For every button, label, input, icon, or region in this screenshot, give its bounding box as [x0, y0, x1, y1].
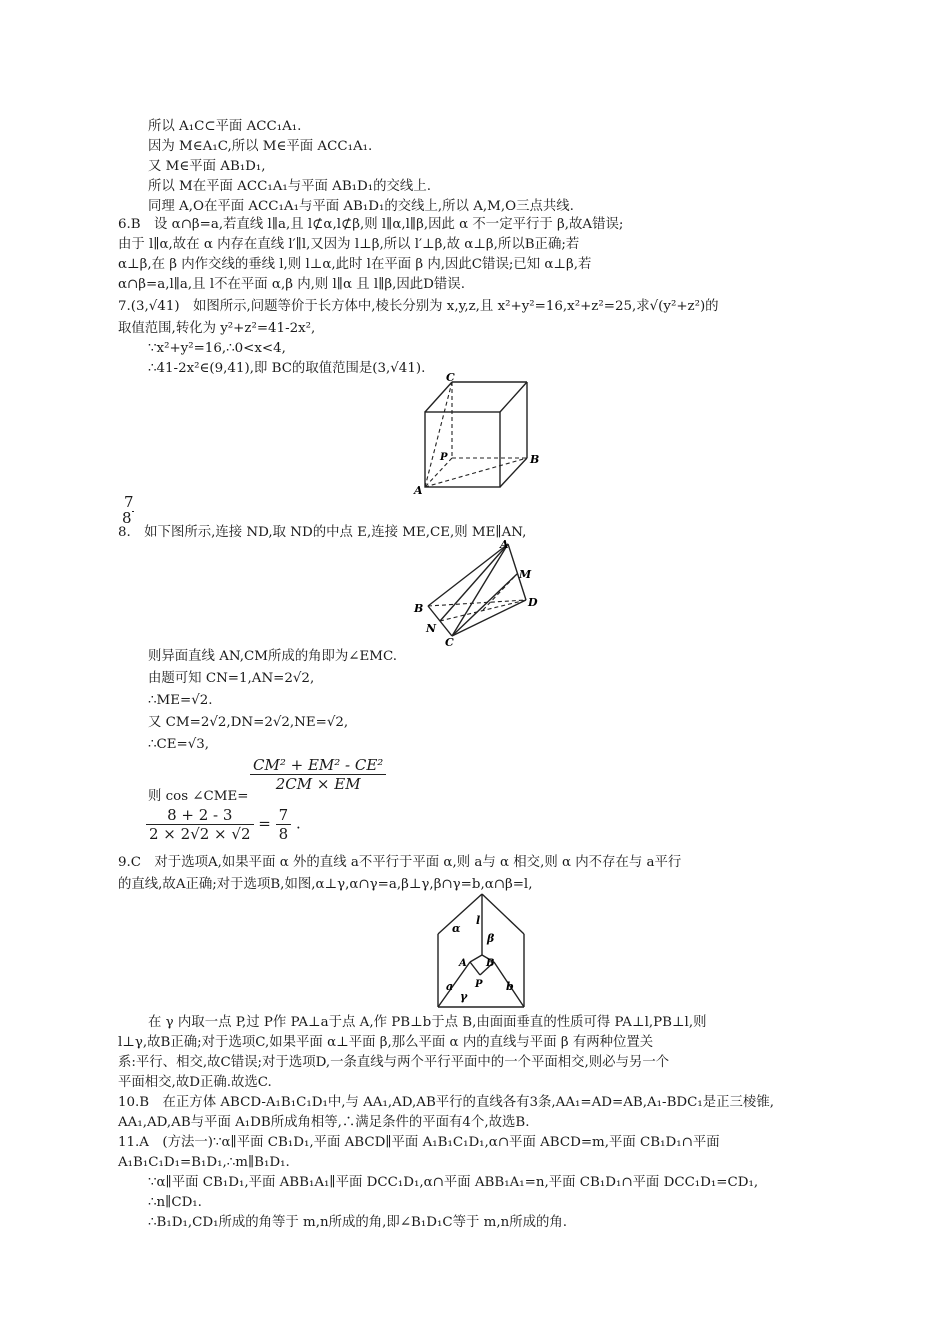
fig-label-a-line: a [446, 980, 454, 993]
text-line: 9.C 对于选项A,如果平面 α 外的直线 a不平行于平面 α,则 a与 α 相交,则 α 内不存在与 a平行 [118, 855, 682, 870]
fig-label-c: C [446, 371, 455, 384]
fig-label-p: P [475, 979, 483, 990]
text-line: 6.B 设 α∩β=a,若直线 l∥a,且 l⊄α,l⊄β,则 l∥α,l∥β,因此 α 不一定平行于 β,故A错误; [118, 217, 624, 232]
text-line: 由题可知 CN=1,AN=2√2, [148, 671, 315, 686]
text-line: 则 cos ∠CME= [148, 789, 249, 804]
tetrahedron-figure [410, 538, 550, 648]
text-line: 又 CM=2√2,DN=2√2,NE=√2, [148, 715, 349, 730]
fraction-numerator: CM² + EM² - CE² [250, 756, 386, 775]
fig-label-c: C [445, 636, 454, 648]
text-line: 取值范围,转化为 y²+z²=41-2x², [118, 321, 316, 336]
text-line: α∩β=a,l∥a,且 l不在平面 α,β 内,则 l∥α 且 l∥β,因此D错误. [118, 277, 465, 292]
fraction-numerator: 8 + 2 - 3 [146, 806, 254, 825]
fraction-denominator: 2 × 2√2 × √2 [149, 825, 251, 843]
text-line: 所以 A₁C⊂平面 ACC₁A₁. [148, 119, 302, 134]
text-line: ∴n∥CD₁. [148, 1195, 202, 1210]
planes-figure [430, 890, 530, 1012]
text-line: ∴CE=√3, [148, 737, 210, 752]
fig-label-m: M [519, 568, 532, 581]
text-line: 同理 A,O在平面 ACC₁A₁与平面 AB₁D₁的交线上,所以 A,M,O三点共线. [148, 199, 574, 214]
fig-label-p: P [440, 452, 448, 463]
text-line: 7.(3,√41) 如图所示,问题等价于长方体中,棱长分别为 x,y,z,且 x²+y²=16,x²+z²=25,求√(y²+z²)的 [118, 299, 719, 314]
text-line: α⊥β,在 β 内作交线的垂线 l,则 l⊥α,此时 l在平面 β 内,因此C错误;已知 α⊥β,若 [118, 257, 592, 272]
text-line: ∴B₁D₁,CD₁所成的角等于 m,n所成的角,即∠B₁D₁C等于 m,n所成的角. [148, 1215, 568, 1230]
fraction-denominator: 8 [278, 825, 289, 843]
text-line: l⊥γ,故B正确;对于选项C,如果平面 α⊥平面 β,那么平面 α 内的直线与平面 β 有两种位置关 [118, 1035, 654, 1050]
answer-fraction-num: 7 [124, 493, 134, 511]
text-line: 的直线,故A正确;对于选项B,如图,α⊥γ,α∩γ=a,β⊥γ,β∩γ=b,α∩β=l, [118, 877, 533, 892]
text-line: 系:平行、相交,故C错误;对于选项D,一条直线与两个平行平面中的一个平面相交,则必与另一个 [118, 1055, 670, 1070]
fig-label-b: B [530, 453, 540, 466]
text-line: 所以 M在平面 ACC₁A₁与平面 AB₁D₁的交线上. [148, 179, 431, 194]
text-line: 又 M∈平面 AB₁D₁, [148, 159, 266, 174]
fig-label-b: B [414, 602, 424, 615]
text-line: ∴41-2x²∈(9,41),即 BC的取值范围是(3,√41). [148, 361, 426, 376]
fraction-denominator: 2CM × EM [275, 775, 361, 793]
equals-sign: = [258, 814, 271, 833]
fig-label-n: N [426, 622, 437, 635]
text-line: ∴ME=√2. [148, 693, 213, 708]
text-line: 因为 M∈A₁C,所以 M∈平面 ACC₁A₁. [148, 139, 373, 154]
text-line: 11.A (方法一)∵α∥平面 CB₁D₁,平面 ABCD∥平面 A₁B₁C₁D₁,α∩平面 ABCD=m,平面 CB₁D₁∩平面 [118, 1135, 720, 1150]
text-line: AA₁,AD,AB与平面 A₁DB所成角相等,∴满足条件的平面有4个,故选B. [118, 1115, 530, 1130]
text-line: 由于 l∥α,故在 α 内存在直线 l′∥l,又因为 l⊥β,所以 l′⊥β,故 α⊥β,所以B正确;若 [118, 237, 580, 252]
fig-label-a: A [500, 538, 509, 551]
fraction-numerator: 7 [276, 806, 292, 825]
fig-label-beta: β [487, 932, 495, 945]
fig-label-a-point: A [459, 958, 467, 969]
text-line: A₁B₁C₁D₁=B₁D₁,∴m∥B₁D₁. [118, 1155, 290, 1170]
text-line: 10.B 在正方体 ABCD-A₁B₁C₁D₁中,与 AA₁,AD,AB平行的直线各有3条,AA₁=AD=AB,A₁-BDC₁是正三棱锥, [118, 1095, 774, 1110]
period: . [295, 814, 301, 833]
fig-label-gamma: γ [460, 990, 468, 1003]
text-line: 则异面直线 AN,CM所成的角即为∠EMC. [148, 649, 398, 664]
cosine-fraction [250, 756, 386, 793]
text-line: ∵α∥平面 CB₁D₁,平面 ABB₁A₁∥平面 DCC₁D₁,α∩平面 ABB₁A₁=n,平面 CB₁D₁∩平面 DCC₁D₁=CD₁, [148, 1175, 759, 1190]
cuboid-figure [400, 370, 560, 500]
fig-label-a: A [414, 484, 423, 497]
fig-label-l: l [476, 914, 481, 927]
fig-label-d: D [528, 596, 538, 609]
text-line: 在 γ 内取一点 P,过 P作 PA⊥a于点 A,作 PB⊥b于点 B,由面面垂直的性质可得 PA⊥l,PB⊥l,则 [148, 1015, 707, 1030]
fig-label-alpha: α [452, 922, 461, 935]
answer-fraction-den: 8 [122, 509, 132, 527]
fig-label-b-line: b [506, 980, 514, 993]
text-line: ∵x²+y²=16,∴0<x<4, [148, 341, 286, 356]
text-line: 平面相交,故D正确.故选C. [118, 1075, 272, 1090]
text-line: 8. 如下图所示,连接 ND,取 ND的中点 E,连接 ME,CE,则 ME∥AN, [118, 525, 527, 540]
fig-label-b-point: B [486, 958, 495, 969]
calc-fraction [146, 806, 301, 843]
